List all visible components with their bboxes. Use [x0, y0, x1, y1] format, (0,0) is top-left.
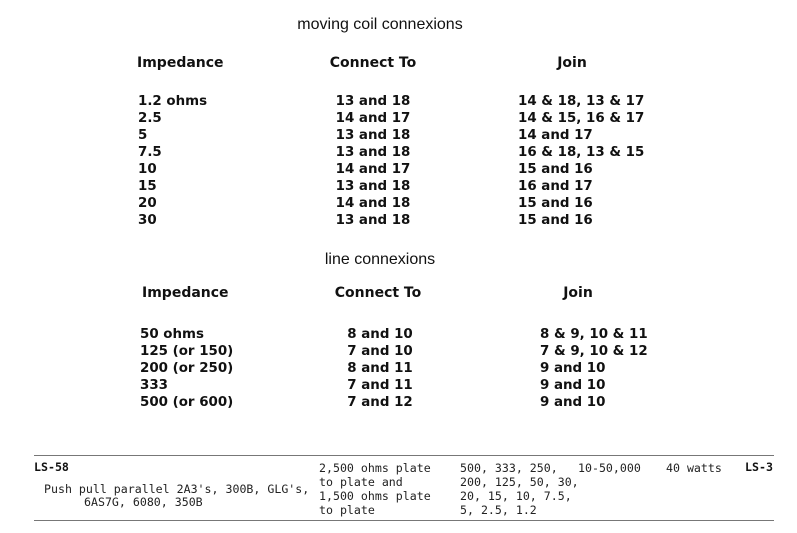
mc-connect-column	[313, 93, 433, 229]
line-connect-cell: 7 and 12	[347, 395, 413, 410]
line-impedance-cell: 200 (or 250)	[140, 361, 234, 376]
mc-join-cell: 14 and 17	[518, 128, 593, 143]
line-join-cell: 9 and 10	[540, 361, 606, 376]
mc-impedance-cell: 30	[138, 213, 157, 228]
mc-join-cell: 15 and 16	[518, 213, 593, 228]
moving-coil-title: moving coil connexions	[297, 16, 463, 33]
catalog-impedance-line: 500, 333, 250,	[460, 461, 558, 475]
mc-header-join: Join	[557, 55, 587, 71]
catalog-impedances	[460, 461, 579, 517]
mc-join-cell: 14 & 15, 16 & 17	[518, 111, 645, 126]
catalog-description-2: 6AS7G, 6080, 350B	[84, 495, 203, 509]
line-join-cell: 9 and 10	[540, 395, 606, 410]
mc-impedance-cell: 7.5	[138, 145, 162, 160]
mc-join-column	[518, 93, 644, 229]
catalog-power: 40 watts	[666, 461, 722, 475]
line-connect-cell: 8 and 11	[347, 361, 413, 376]
top-divider	[34, 455, 774, 456]
mc-connect-cell: 13 and 18	[335, 213, 411, 228]
line-join-column	[540, 326, 648, 411]
line-join-cell: 9 and 10	[540, 378, 606, 393]
line-connect-cell: 7 and 10	[347, 344, 413, 359]
catalog-plate-line: to plate	[319, 503, 375, 517]
catalog-impedance-line: 5, 2.5, 1.2	[460, 503, 537, 517]
mc-impedance-cell: 15	[138, 179, 157, 194]
catalog-plate-line: to plate and	[319, 475, 403, 489]
mc-connect-cell: 13 and 18	[335, 128, 411, 143]
line-impedance-column	[140, 326, 233, 411]
catalog-code: LS-3	[745, 460, 773, 474]
catalog-plate-line: 1,500 ohms plate	[319, 489, 431, 503]
mc-impedance-cell: 1.2 ohms	[138, 94, 208, 109]
mc-impedance-column	[138, 93, 207, 229]
mc-header-impedance: Impedance	[137, 55, 224, 71]
mc-connect-cell: 13 and 18	[335, 145, 411, 160]
catalog-model: LS-58	[34, 460, 69, 474]
mc-join-cell: 15 and 16	[518, 162, 593, 177]
line-impedance-cell: 125 (or 150)	[140, 344, 234, 359]
line-impedance-cell: 50 ohms	[140, 327, 204, 342]
mc-connect-cell: 14 and 18	[335, 196, 411, 211]
mc-connect-cell: 13 and 18	[335, 179, 411, 194]
line-connect-column	[320, 326, 440, 411]
line-connect-cell: 8 and 10	[347, 327, 413, 342]
bottom-divider	[34, 520, 774, 521]
mc-impedance-cell: 20	[138, 196, 157, 211]
line-join-cell: 8 & 9, 10 & 11	[540, 327, 648, 342]
catalog-plate-line: 2,500 ohms plate	[319, 461, 431, 475]
mc-impedance-cell: 5	[138, 128, 148, 143]
catalog-impedance-line: 200, 125, 50, 30,	[460, 475, 579, 489]
mc-impedance-cell: 2.5	[138, 111, 162, 126]
mc-connect-cell: 14 and 17	[335, 162, 411, 177]
mc-join-cell: 16 and 17	[518, 179, 593, 194]
line-header-join: Join	[563, 285, 593, 301]
mc-join-cell: 14 & 18, 13 & 17	[518, 94, 645, 109]
catalog-impedance-line: 20, 15, 10, 7.5,	[460, 489, 572, 503]
line-header-connect-to: Connect To	[334, 285, 422, 301]
mc-impedance-cell: 10	[138, 162, 157, 177]
mc-join-cell: 15 and 16	[518, 196, 593, 211]
catalog-description-1: Push pull parallel 2A3's, 300B, GLG's,	[44, 482, 310, 496]
line-header-impedance: Impedance	[142, 285, 229, 301]
catalog-plate-impedance	[319, 461, 431, 517]
mc-join-cell: 16 & 18, 13 & 15	[518, 145, 645, 160]
line-impedance-cell: 333	[140, 378, 168, 393]
line-connect-cell: 7 and 11	[347, 378, 413, 393]
line-join-cell: 7 & 9, 10 & 12	[540, 344, 648, 359]
mc-header-connect-to: Connect To	[329, 55, 417, 71]
line-impedance-cell: 500 (or 600)	[140, 395, 234, 410]
line-title: line connexions	[324, 251, 436, 268]
catalog-frequency: 10-50,000	[578, 461, 641, 475]
mc-connect-cell: 13 and 18	[335, 94, 411, 109]
mc-connect-cell: 14 and 17	[335, 111, 411, 126]
